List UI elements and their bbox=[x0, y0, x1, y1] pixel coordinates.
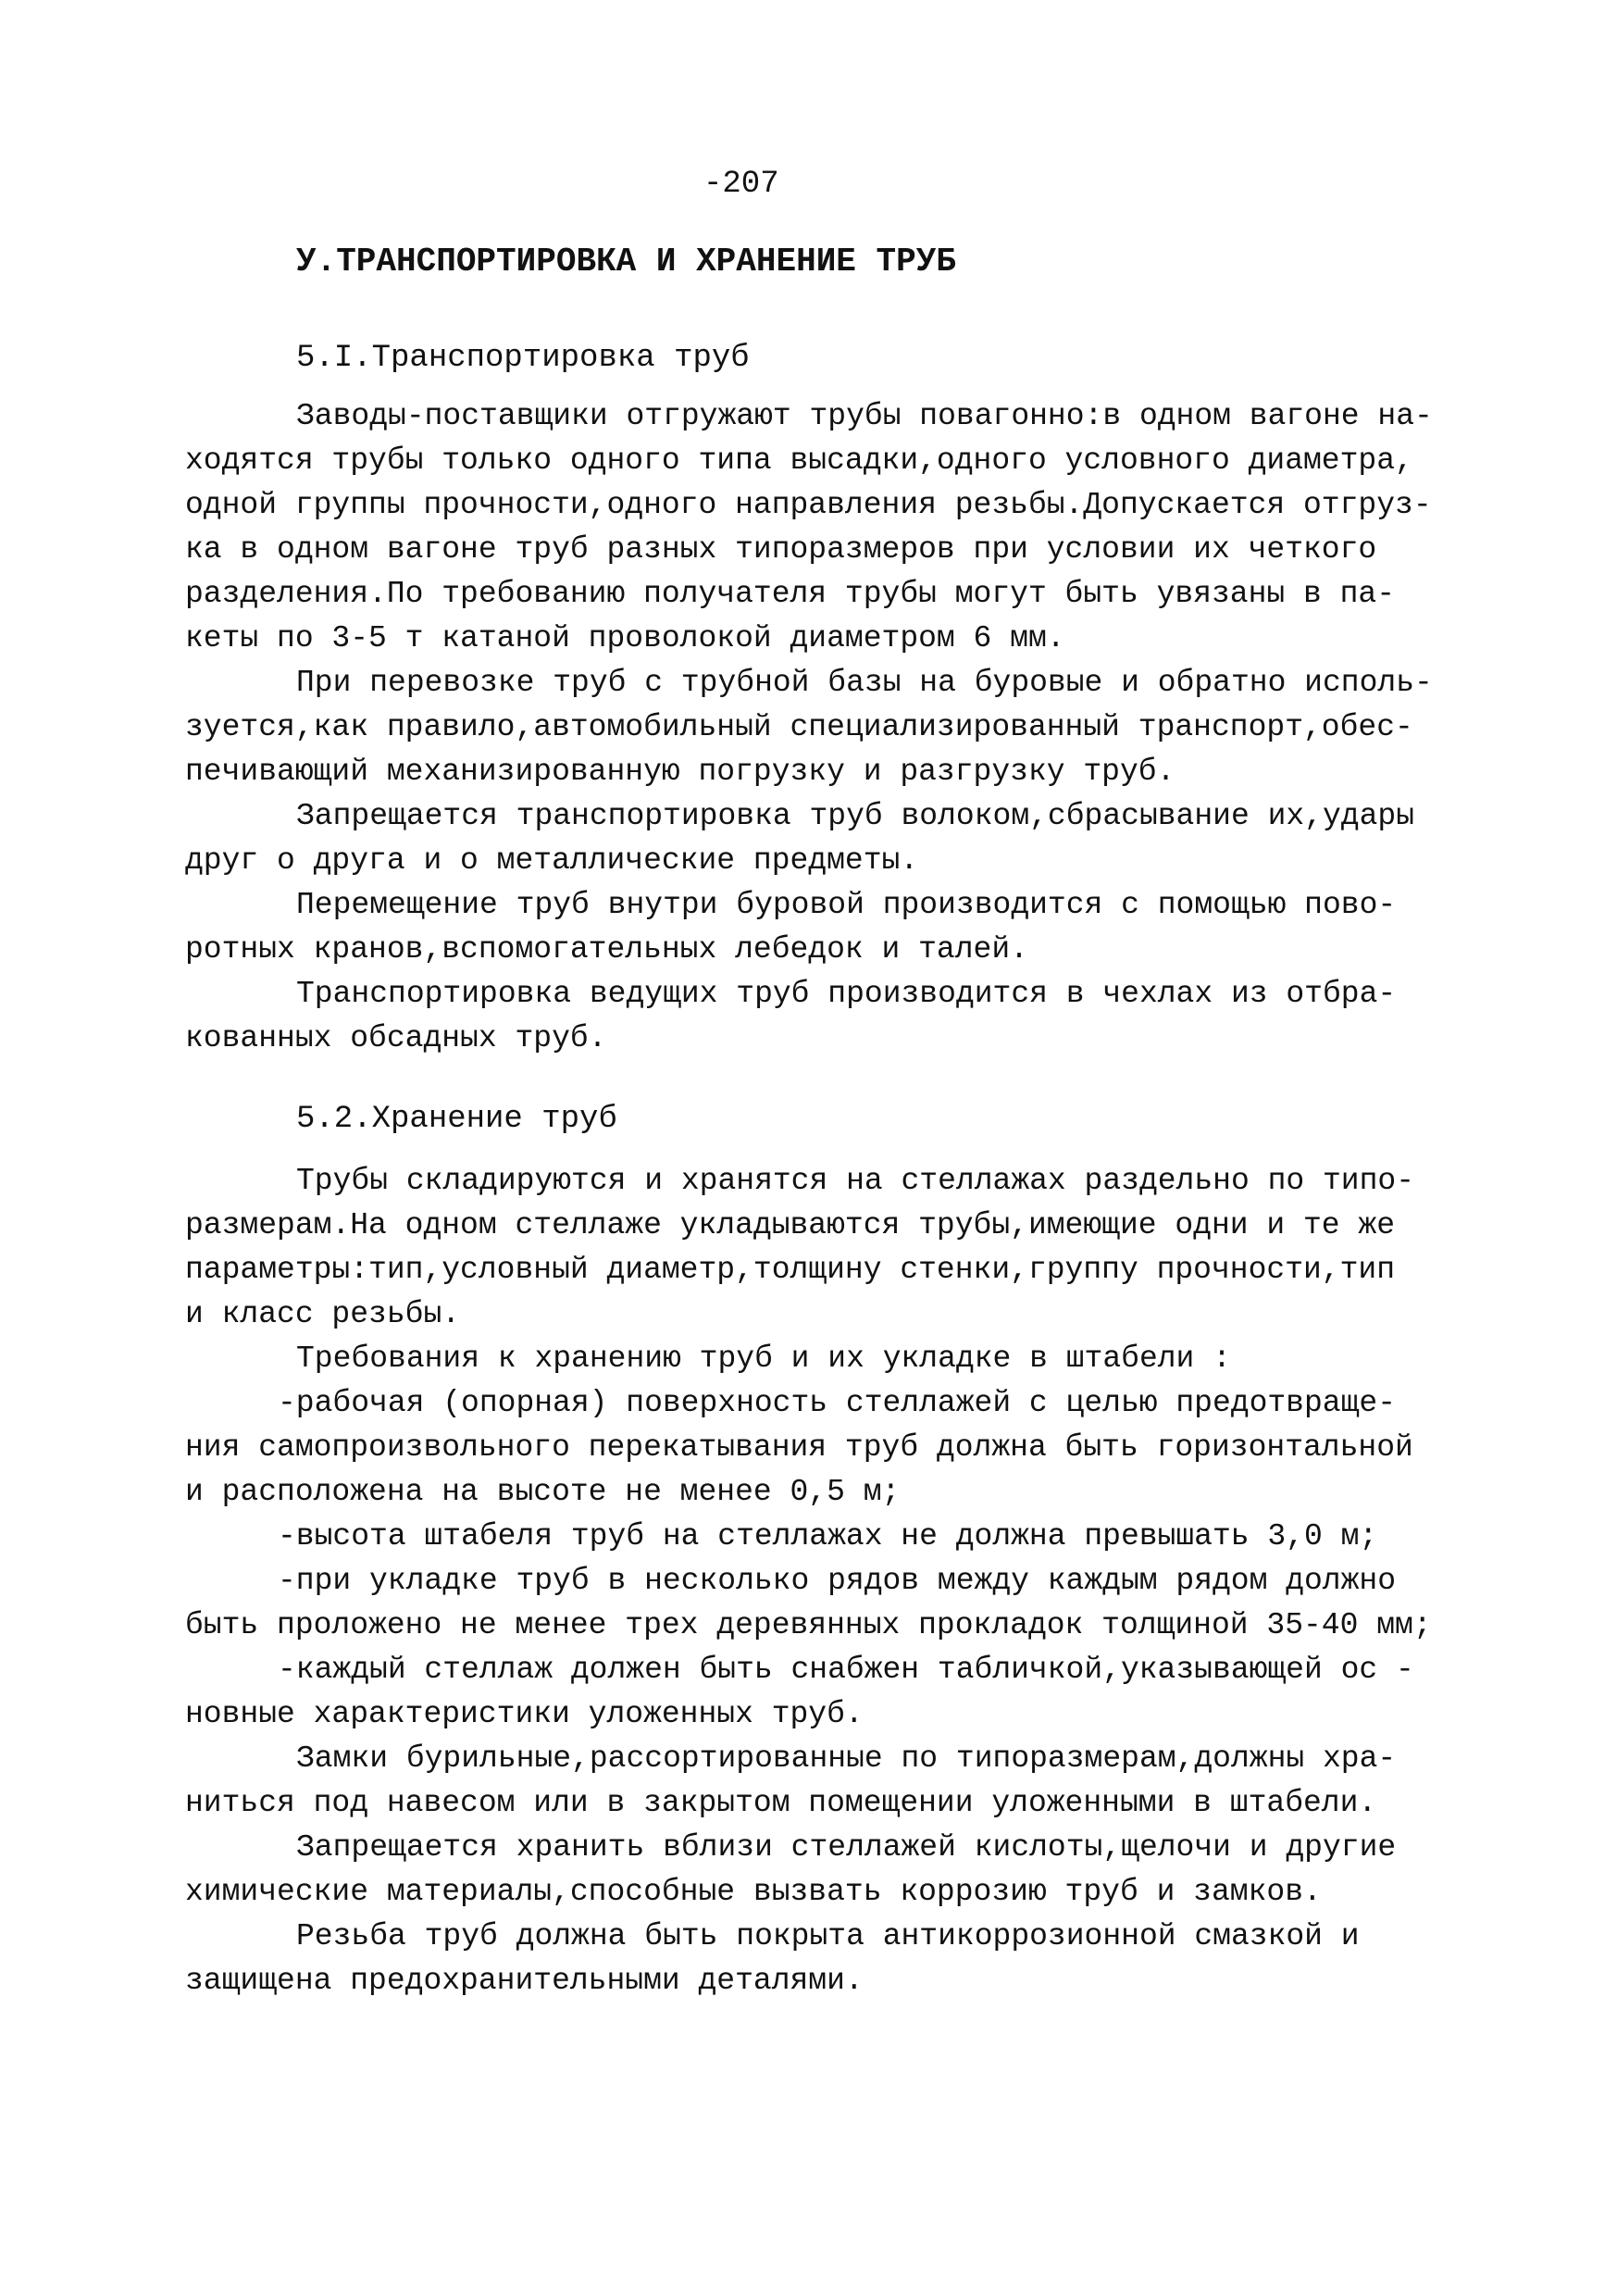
paragraph-line: При перевозке труб с трубной базы на буровые и обратно исполь- bbox=[296, 666, 1433, 700]
paragraph-line: Резьба труб должна быть покрыта антикоррозионной смазкой и bbox=[296, 1919, 1360, 1953]
paragraph-line: -высота штабеля труб на стеллажах не должна превышать 3,0 м; bbox=[278, 1519, 1378, 1554]
paragraph-line: Запрещается транспортировка труб волоком,сбрасывание их,удары bbox=[296, 799, 1414, 833]
paragraph-line: новные характеристики уложенных труб. bbox=[185, 1697, 864, 1731]
paragraph-line: печивающий механизированную погрузку и разгрузку труб. bbox=[185, 755, 1175, 789]
paragraph-line: друг о друга и о металлические предметы. bbox=[185, 843, 919, 878]
paragraph-line: размерам.На одном стеллаже укладываются трубы,имеющие одни и те же bbox=[185, 1208, 1396, 1242]
paragraph-line: кованных обсадных труб. bbox=[185, 1021, 607, 1055]
paragraph-line: ротных кранов,вспомогательных лебедок и талей. bbox=[185, 932, 1028, 967]
paragraph-line: ходятся трубы только одного типа высадки,одного условного диаметра, bbox=[185, 443, 1413, 478]
paragraph-line: -рабочая (опорная) поверхность стеллажей с целью предотвраще- bbox=[278, 1386, 1396, 1420]
paragraph-line: параметры:тип,условный диаметр,толщину стенки,группу прочности,тип bbox=[185, 1253, 1396, 1287]
paragraph-line: Требования к хранению труб и их укладке в штабели : bbox=[296, 1341, 1231, 1376]
paragraph-line: Заводы-поставщики отгружают трубы повагонно:в одном вагоне на- bbox=[296, 399, 1433, 433]
section-title: У.ТРАНСПОРТИРОВКА И ХРАНЕНИЕ ТРУБ bbox=[296, 243, 956, 281]
subsection-title-transport: 5.I.Транспортировка труб bbox=[296, 341, 750, 376]
paragraph-line: быть проложено не менее трех деревянных прокладок толщиной 35-40 мм; bbox=[185, 1608, 1432, 1642]
paragraph-line: Перемещение труб внутри буровой производится с помощью пово- bbox=[296, 888, 1397, 922]
page-number: -207 bbox=[703, 167, 779, 202]
paragraph-line: защищена предохранительными деталями. bbox=[185, 1964, 864, 1998]
paragraph-line: ния самопроизвольного перекатывания труб должна быть горизонтальной bbox=[185, 1430, 1413, 1465]
paragraph-line: -при укладке труб в несколько рядов между каждым рядом должно bbox=[278, 1564, 1396, 1598]
paragraph-line: одной группы прочности,одного направления резьбы.Допускается отгруз- bbox=[185, 488, 1432, 522]
paragraph-line: и расположена на высоте не менее 0,5 м; bbox=[185, 1475, 901, 1509]
paragraph-line: зуется,как правило,автомобильный специализированный транспорт,обес- bbox=[185, 710, 1413, 744]
paragraph-line: ка в одном вагоне труб разных типоразмеров при условии их четкого bbox=[185, 532, 1377, 567]
paragraph-line: Трубы складируются и хранятся на стеллажах раздельно по типо- bbox=[296, 1164, 1414, 1198]
paragraph-line: Транспортировка ведущих труб производится в чехлах из отбра- bbox=[296, 977, 1397, 1011]
paragraph-line: Замки бурильные,рассортированные по типоразмерам,должны хра- bbox=[296, 1741, 1397, 1776]
subsection-title-storage: 5.2.Хранение труб bbox=[296, 1102, 617, 1137]
paragraph-line: кеты по 3-5 т катаной проволокой диаметром 6 мм. bbox=[185, 621, 1065, 655]
paragraph-line: химические материалы,способные вызвать коррозию труб и замков. bbox=[185, 1875, 1322, 1909]
paragraph-line: ниться под навесом или в закрытом помещении уложенными в штабели. bbox=[185, 1786, 1377, 1820]
paragraph-line: Запрещается хранить вблизи стеллажей кислоты,щелочи и другие bbox=[296, 1830, 1397, 1865]
paragraph-line: и класс резьбы. bbox=[185, 1297, 461, 1331]
paragraph-line: -каждый стеллаж должен быть снабжен табличкой,указывающей ос - bbox=[278, 1653, 1414, 1687]
paragraph-line: разделения.По требованию получателя трубы могут быть увязаны в па- bbox=[185, 577, 1396, 611]
